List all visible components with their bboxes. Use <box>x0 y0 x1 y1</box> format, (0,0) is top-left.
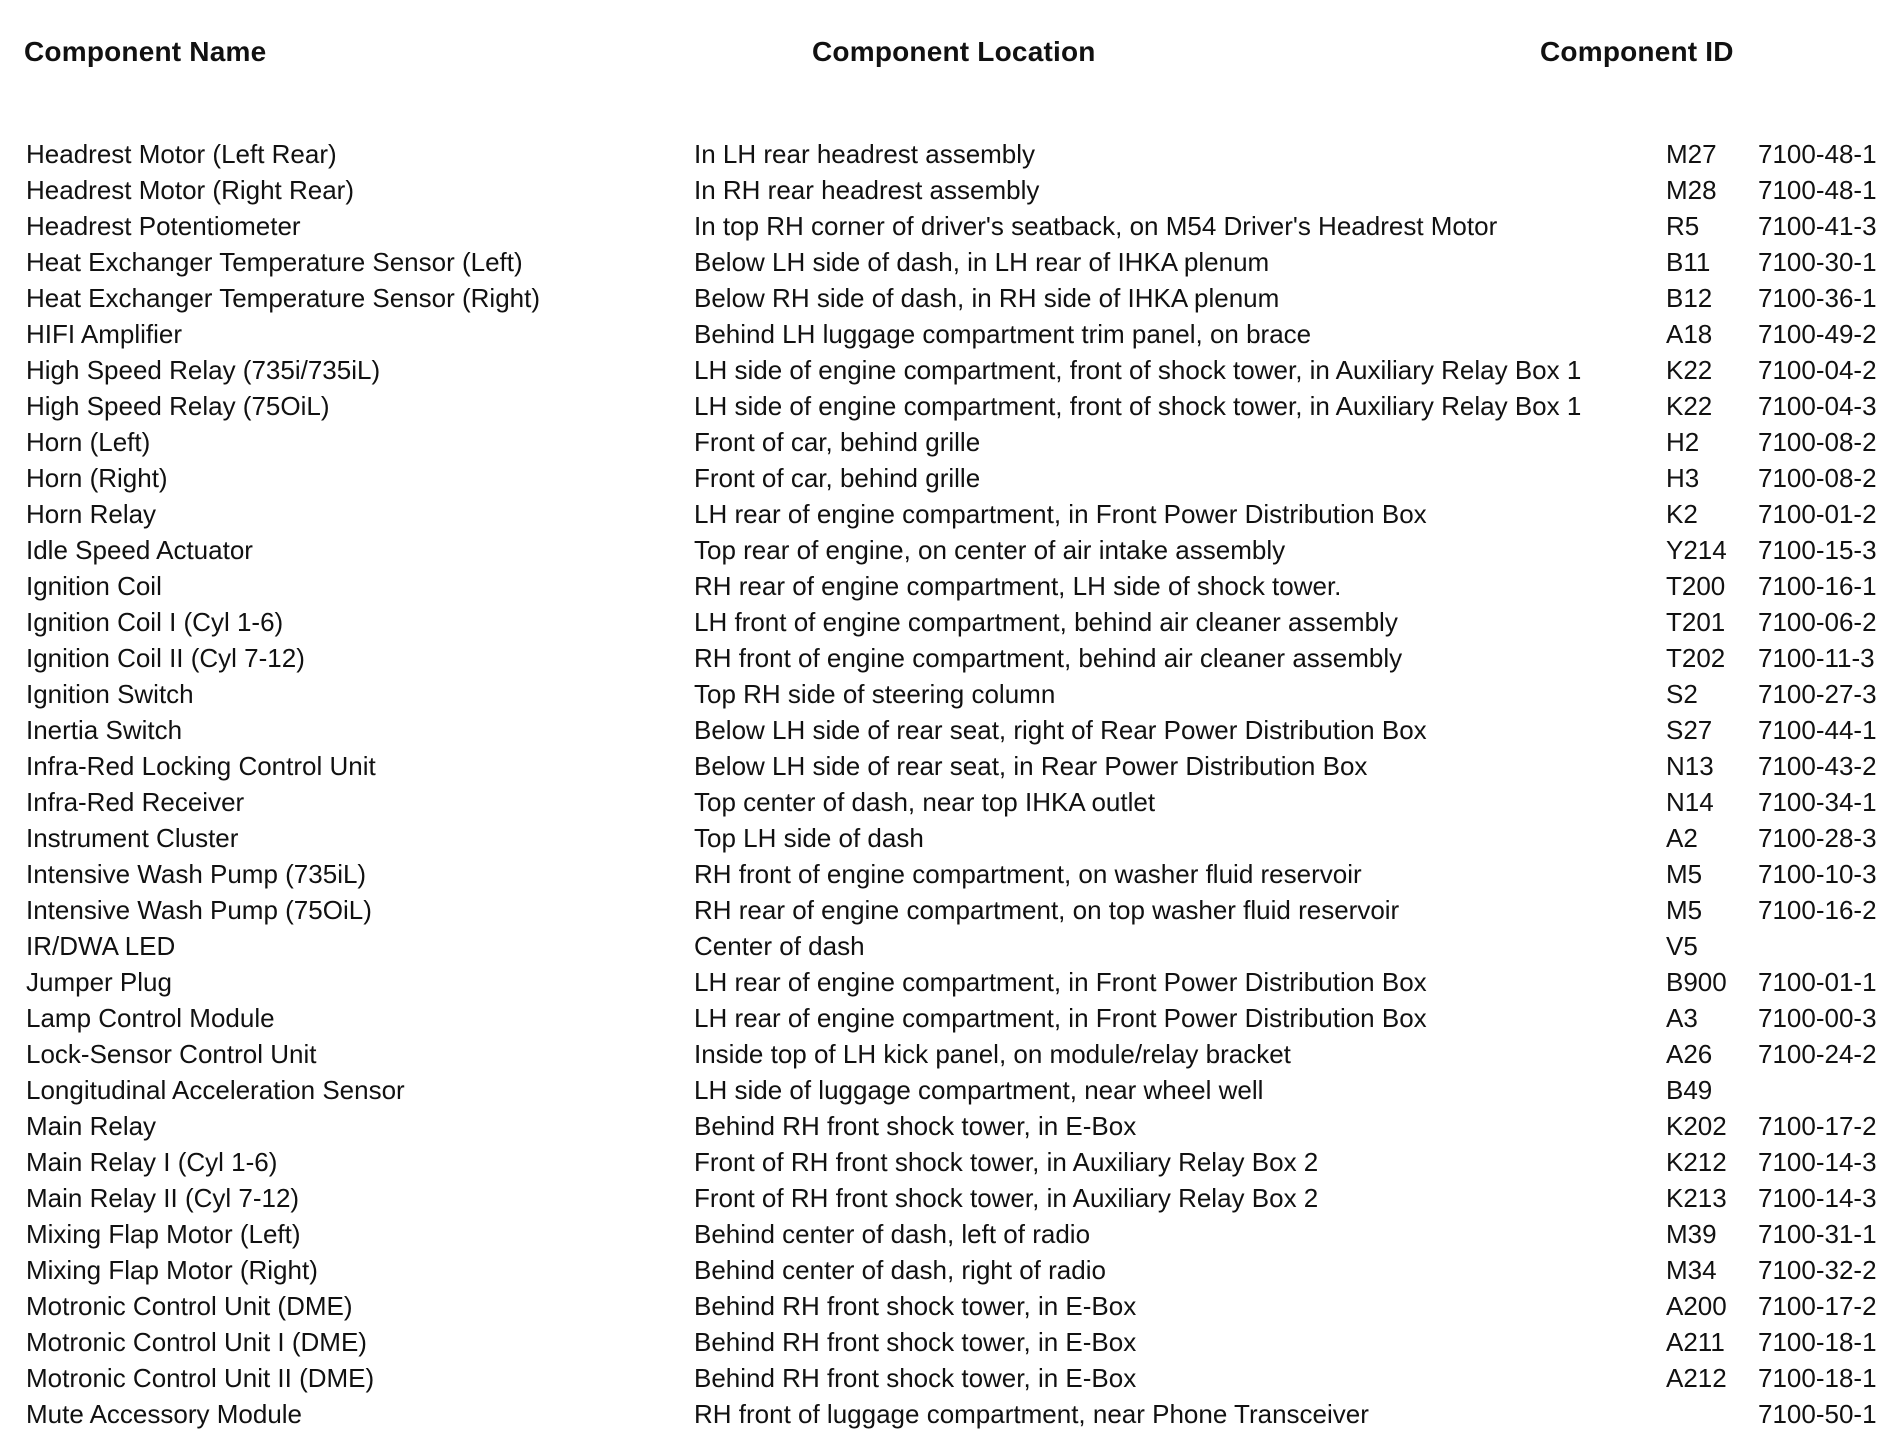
component-location-cell: Below LH side of dash, in LH rear of IHKA plenum <box>694 247 1270 277</box>
component-location-cell: Front of RH front shock tower, in Auxiliary Relay Box 2 <box>694 1183 1319 1213</box>
table-row <box>0 820 1896 856</box>
component-ref-cell: 7100-30-1 <box>1758 247 1877 277</box>
component-location-cell: LH front of engine compartment, behind air cleaner assembly <box>694 607 1398 637</box>
component-location-cell: Inside top of LH kick panel, on module/relay bracket <box>694 1039 1291 1069</box>
component-name-cell: Main Relay I (Cyl 1-6) <box>26 1147 278 1177</box>
component-location-cell: LH side of engine compartment, front of shock tower, in Auxiliary Relay Box 1 <box>694 355 1582 385</box>
table-row <box>0 1036 1896 1072</box>
component-id-cell: B49 <box>1666 1075 1713 1105</box>
component-location-cell: Center of dash <box>694 931 865 961</box>
component-id-cell: M5 <box>1666 859 1703 889</box>
header-component-name: Component Name <box>24 36 267 67</box>
component-id-cell: M28 <box>1666 175 1717 205</box>
component-ref-cell: 7100-18-1 <box>1758 1327 1877 1357</box>
component-location-cell: Behind RH front shock tower, in E-Box <box>694 1291 1137 1321</box>
component-location-cell: Below LH side of rear seat, right of Rear Power Distribution Box <box>694 715 1427 745</box>
component-ref-cell: 7100-34-1 <box>1758 787 1877 817</box>
component-id-cell: M27 <box>1666 139 1717 169</box>
component-ref-cell: 7100-36-1 <box>1758 283 1877 313</box>
component-name-cell: Ignition Switch <box>26 679 194 709</box>
component-name-cell: Instrument Cluster <box>26 823 239 853</box>
component-name-cell: Main Relay II (Cyl 7-12) <box>26 1183 300 1213</box>
component-id-cell: N14 <box>1666 787 1714 817</box>
component-name-cell: Ignition Coil II (Cyl 7-12) <box>26 643 305 673</box>
component-name-cell: High Speed Relay (75OiL) <box>26 391 330 421</box>
component-name-cell: Lock-Sensor Control Unit <box>26 1039 317 1069</box>
component-id-cell: N13 <box>1666 751 1714 781</box>
table-row <box>0 748 1896 784</box>
component-id-cell: K2 <box>1666 499 1698 529</box>
component-location-cell: LH rear of engine compartment, in Front Power Distribution Box <box>694 967 1427 997</box>
component-location-cell: Front of car, behind grille <box>694 463 981 493</box>
component-ref-cell: 7100-31-1 <box>1758 1219 1877 1249</box>
component-ref-cell: 7100-32-2 <box>1758 1255 1877 1285</box>
table-row <box>0 1396 1896 1432</box>
component-name-cell: Intensive Wash Pump (735iL) <box>26 859 367 889</box>
table-row <box>0 676 1896 712</box>
table-row <box>0 280 1896 316</box>
component-location-cell: Top center of dash, near top IHKA outlet <box>694 787 1156 817</box>
component-location-cell: Behind RH front shock tower, in E-Box <box>694 1363 1137 1393</box>
component-ref-cell: 7100-01-1 <box>1758 967 1877 997</box>
component-id-cell: A2 <box>1666 823 1698 853</box>
component-name-cell: Longitudinal Acceleration Sensor <box>26 1075 405 1105</box>
component-id-cell: M34 <box>1666 1255 1717 1285</box>
component-location-cell: RH front of engine compartment, on washer fluid reservoir <box>694 859 1362 889</box>
component-name-cell: Motronic Control Unit I (DME) <box>26 1327 367 1357</box>
table-row <box>0 964 1896 1000</box>
component-name-cell: Intensive Wash Pump (75OiL) <box>26 895 372 925</box>
component-ref-cell: 7100-14-3 <box>1758 1147 1877 1177</box>
component-ref-cell: 7100-06-2 <box>1758 607 1877 637</box>
table-row <box>0 460 1896 496</box>
component-id-cell: H2 <box>1666 427 1700 457</box>
component-name-cell: Heat Exchanger Temperature Sensor (Right) <box>26 283 540 313</box>
table-row <box>0 1360 1896 1396</box>
component-id-cell: S27 <box>1666 715 1713 745</box>
table-row <box>0 136 1896 172</box>
table-row <box>0 1288 1896 1324</box>
table-row <box>0 928 1896 964</box>
component-table-body <box>0 136 1896 1432</box>
component-id-cell: A211 <box>1666 1327 1725 1357</box>
table-row <box>0 388 1896 424</box>
component-location-cell: LH rear of engine compartment, in Front Power Distribution Box <box>694 1003 1427 1033</box>
component-id-cell: K22 <box>1666 391 1713 421</box>
component-ref-cell: 7100-48-1 <box>1758 175 1877 205</box>
component-location-cell: LH side of engine compartment, front of shock tower, in Auxiliary Relay Box 1 <box>694 391 1582 421</box>
component-ref-cell: 7100-24-2 <box>1758 1039 1877 1069</box>
component-id-cell: M39 <box>1666 1219 1717 1249</box>
header-component-id: Component ID <box>1540 36 1734 67</box>
table-row <box>0 568 1896 604</box>
component-location-cell: Behind RH front shock tower, in E-Box <box>694 1111 1137 1141</box>
component-name-cell: Ignition Coil <box>26 571 162 601</box>
component-name-cell: Idle Speed Actuator <box>26 535 253 565</box>
table-row <box>0 352 1896 388</box>
component-ref-cell: 7100-17-2 <box>1758 1111 1877 1141</box>
component-location-cell: Top RH side of steering column <box>694 679 1056 709</box>
table-row <box>0 244 1896 280</box>
component-name-cell: Headrest Potentiometer <box>26 211 301 241</box>
component-name-cell: Inertia Switch <box>26 715 183 745</box>
component-location-cell: Behind LH luggage compartment trim panel, on brace <box>694 319 1312 349</box>
table-row <box>0 604 1896 640</box>
component-ref-cell: 7100-10-3 <box>1758 859 1877 889</box>
component-location-cell: In top RH corner of driver's seatback, on M54 Driver's Headrest Motor <box>694 211 1498 241</box>
component-ref-cell: 7100-11-3 <box>1758 643 1875 673</box>
component-name-cell: Ignition Coil I (Cyl 1-6) <box>26 607 284 637</box>
table-row <box>0 496 1896 532</box>
table-row <box>0 172 1896 208</box>
component-name-cell: Motronic Control Unit II (DME) <box>26 1363 375 1393</box>
component-ref-cell: 7100-50-1 <box>1758 1399 1877 1429</box>
component-id-cell: Y214 <box>1666 535 1727 565</box>
component-id-cell: T202 <box>1666 643 1726 673</box>
component-ref-cell: 7100-18-1 <box>1758 1363 1877 1393</box>
component-id-cell: M5 <box>1666 895 1703 925</box>
component-id-cell: A212 <box>1666 1363 1727 1393</box>
component-name-cell: Mute Accessory Module <box>26 1399 303 1429</box>
component-name-cell: Mixing Flap Motor (Right) <box>26 1255 318 1285</box>
component-name-cell: Headrest Motor (Right Rear) <box>26 175 354 205</box>
component-name-cell: Motronic Control Unit (DME) <box>26 1291 353 1321</box>
component-id-cell: A26 <box>1666 1039 1713 1069</box>
component-location-cell: RH front of luggage compartment, near Phone Transceiver <box>694 1399 1369 1429</box>
component-id-cell: H3 <box>1666 463 1700 493</box>
component-ref-cell: 7100-49-2 <box>1758 319 1877 349</box>
component-location-cell: Front of RH front shock tower, in Auxiliary Relay Box 2 <box>694 1147 1319 1177</box>
component-id-cell: T201 <box>1666 607 1726 637</box>
component-name-cell: Mixing Flap Motor (Left) <box>26 1219 301 1249</box>
component-location-cell: LH side of luggage compartment, near wheel well <box>694 1075 1264 1105</box>
component-id-cell: R5 <box>1666 211 1700 241</box>
component-location-cell: In RH rear headrest assembly <box>694 175 1040 205</box>
component-name-cell: Main Relay <box>26 1111 157 1141</box>
component-ref-cell: 7100-43-2 <box>1758 751 1877 781</box>
component-name-cell: HIFI Amplifier <box>26 319 183 349</box>
component-ref-cell: 7100-08-2 <box>1758 427 1877 457</box>
component-name-cell: Heat Exchanger Temperature Sensor (Left) <box>26 247 523 277</box>
component-ref-cell: 7100-28-3 <box>1758 823 1877 853</box>
table-row <box>0 1216 1896 1252</box>
component-ref-cell: 7100-15-3 <box>1758 535 1877 565</box>
component-name-cell: High Speed Relay (735i/735iL) <box>26 355 381 385</box>
component-name-cell: Horn (Right) <box>26 463 168 493</box>
component-id-cell: B11 <box>1666 247 1711 277</box>
component-name-cell: Jumper Plug <box>26 967 172 997</box>
component-name-cell: Lamp Control Module <box>26 1003 275 1033</box>
component-location-cell: Below LH side of rear seat, in Rear Power Distribution Box <box>694 751 1368 781</box>
component-ref-cell: 7100-44-1 <box>1758 715 1877 745</box>
component-location-cell: Below RH side of dash, in RH side of IHKA plenum <box>694 283 1280 313</box>
component-location-cell: Front of car, behind grille <box>694 427 981 457</box>
table-row <box>0 784 1896 820</box>
component-id-cell: K212 <box>1666 1147 1727 1177</box>
table-row <box>0 1072 1896 1108</box>
component-location-cell: Top rear of engine, on center of air intake assembly <box>694 535 1286 565</box>
component-ref-cell: 7100-17-2 <box>1758 1291 1877 1321</box>
table-row <box>0 892 1896 928</box>
component-ref-cell: 7100-27-3 <box>1758 679 1877 709</box>
component-ref-cell: 7100-00-3 <box>1758 1003 1877 1033</box>
header-component-location: Component Location <box>812 36 1096 67</box>
component-location-cell: RH front of engine compartment, behind air cleaner assembly <box>694 643 1403 673</box>
table-row <box>0 1108 1896 1144</box>
component-id-cell: K202 <box>1666 1111 1727 1141</box>
table-row <box>0 640 1896 676</box>
component-name-cell: Infra-Red Receiver <box>26 787 245 817</box>
component-ref-cell: 7100-14-3 <box>1758 1183 1877 1213</box>
component-id-cell: V5 <box>1666 931 1698 961</box>
component-name-cell: Headrest Motor (Left Rear) <box>26 139 337 169</box>
component-location-cell: Behind center of dash, right of radio <box>694 1255 1106 1285</box>
component-id-cell: T200 <box>1666 571 1726 601</box>
table-row <box>0 424 1896 460</box>
component-location-cell: Top LH side of dash <box>694 823 924 853</box>
component-ref-cell: 7100-16-2 <box>1758 895 1877 925</box>
component-location-cell: Behind center of dash, left of radio <box>694 1219 1091 1249</box>
component-id-cell: B900 <box>1666 967 1727 997</box>
component-ref-cell: 7100-41-3 <box>1758 211 1877 241</box>
component-name-cell: Horn Relay <box>26 499 157 529</box>
component-ref-cell: 7100-04-2 <box>1758 355 1877 385</box>
component-ref-cell: 7100-01-2 <box>1758 499 1877 529</box>
component-id-cell: A200 <box>1666 1291 1727 1321</box>
table-row <box>0 856 1896 892</box>
component-name-cell: Infra-Red Locking Control Unit <box>26 751 376 781</box>
component-ref-cell: 7100-16-1 <box>1758 571 1877 601</box>
component-location-cell: Behind RH front shock tower, in E-Box <box>694 1327 1137 1357</box>
table-row <box>0 208 1896 244</box>
component-id-cell: A3 <box>1666 1003 1698 1033</box>
component-id-cell: A18 <box>1666 319 1713 349</box>
component-ref-cell: 7100-48-1 <box>1758 139 1877 169</box>
component-name-cell: IR/DWA LED <box>26 931 176 961</box>
component-location-cell: RH rear of engine compartment, on top washer fluid reservoir <box>694 895 1400 925</box>
component-ref-cell: 7100-08-2 <box>1758 463 1877 493</box>
component-name-cell: Horn (Left) <box>26 427 151 457</box>
component-location-cell: LH rear of engine compartment, in Front Power Distribution Box <box>694 499 1427 529</box>
component-id-cell: K22 <box>1666 355 1713 385</box>
component-location-cell: In LH rear headrest assembly <box>694 139 1036 169</box>
component-id-cell: B12 <box>1666 283 1713 313</box>
table-row <box>0 1144 1896 1180</box>
table-row <box>0 1180 1896 1216</box>
table-row <box>0 1324 1896 1360</box>
table-row <box>0 316 1896 352</box>
component-id-cell: S2 <box>1666 679 1698 709</box>
table-row <box>0 532 1896 568</box>
component-ref-cell: 7100-04-3 <box>1758 391 1877 421</box>
component-id-cell: K213 <box>1666 1183 1727 1213</box>
table-row <box>0 1252 1896 1288</box>
table-row <box>0 712 1896 748</box>
component-location-cell: RH rear of engine compartment, LH side of shock tower. <box>694 571 1342 601</box>
table-row <box>0 1000 1896 1036</box>
